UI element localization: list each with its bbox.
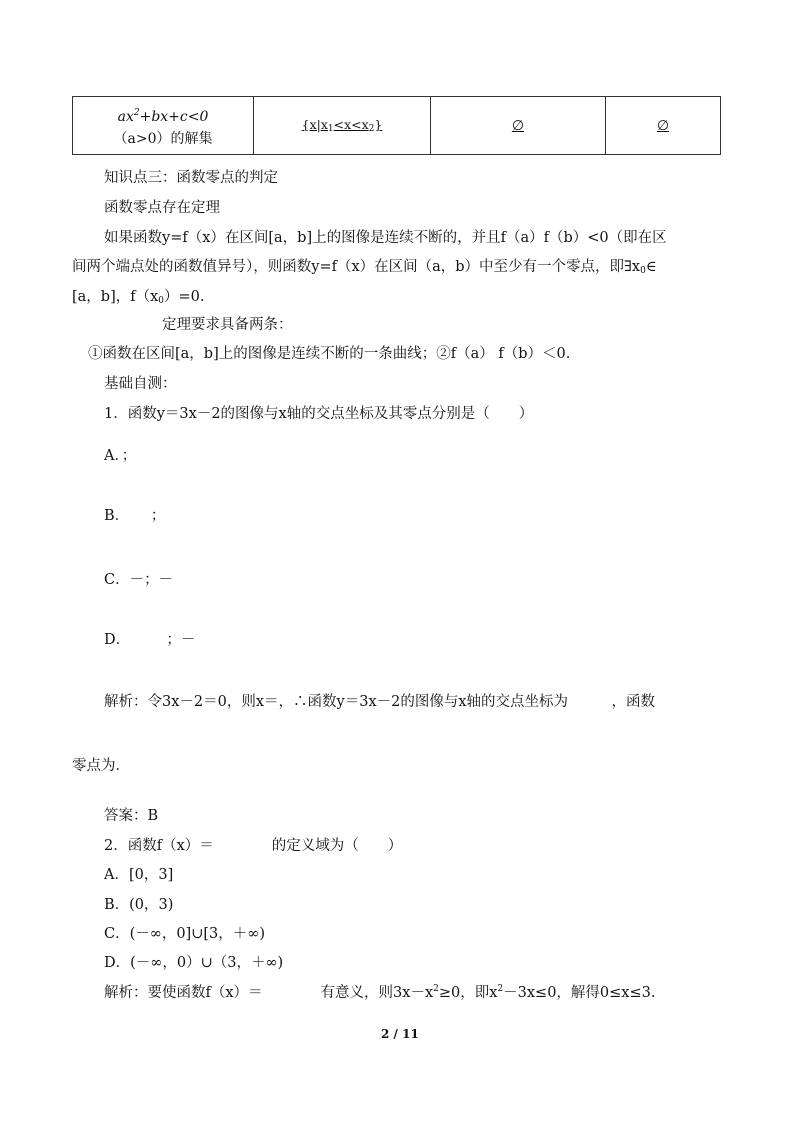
question-1-answer: 答案：B [104, 808, 159, 824]
theorem-line-3: [a，b]，$f(x_0)=0$. [72, 289, 205, 306]
question-1-option-b: B． ； [104, 508, 166, 524]
question-2-option-b: B．(0，3) [104, 897, 174, 913]
requirements-text: ①函数在区间[a，b]上的图像是连续不断的一条曲线；②f（a） f（b）＜0. [88, 346, 571, 362]
section-title: 知识点三：函数零点的判定 [104, 170, 278, 186]
theorem-line-2: 间两个端点处的函数值异号），则函数y=f（x）在区间（a，b）中至少有一个零点，即$\exists x_0\in$ [72, 259, 657, 276]
empty-set-cell: ∅ [606, 97, 721, 155]
question-2-option-c: C．(－∞，0]∪[3，＋∞) [104, 926, 265, 942]
empty-set-cell: ∅ [431, 97, 606, 155]
row-label-cell [73, 97, 254, 155]
question-1-option-c: C．－；－ [104, 572, 174, 588]
page-number: 2 / 11 [381, 1027, 419, 1041]
question-1-stem: 1．函数y＝3x－2的图像与x轴的交点坐标及其零点分别是（ ） [104, 406, 534, 422]
solution-set-cell: $\{x|x_1<x<x_2\}$ [254, 97, 431, 155]
row-label-line2: （a>0）的解集 [113, 130, 213, 147]
inequality-solution-table [72, 96, 721, 155]
question-1-option-a: A．； [104, 448, 137, 464]
theorem-line-1: 如果函数y=f（x）在区间[a，b]上的图像是连续不断的，并且f（a）f（b）<0（即在区 [104, 230, 667, 246]
row-label-line1: $ax^2+bx+c<0$ [117, 107, 209, 125]
table-row [73, 97, 721, 155]
question-1-option-d: D． ；－ [104, 632, 196, 648]
theorem-title: 函数零点存在定理 [104, 200, 220, 216]
question-2-stem: 2．函数f（x）＝ 的定义域为（ ） [104, 838, 403, 854]
self-test-title: 基础自测： [104, 376, 177, 392]
question-1-analysis-line-2: 零点为． [72, 758, 130, 774]
requirements-title: 定理要求具备两条： [162, 317, 293, 333]
question-1-analysis-line-1: 解析：令3x－2＝0，则x＝，∴函数y＝3x－2的图像与x轴的交点坐标为 ，函数 [104, 694, 656, 710]
question-2-option-d: D．(－∞，0）∪（3，＋∞) [104, 955, 284, 971]
question-2-analysis: 解析：要使函数f（x）＝ 有意义，则$3x-x^2\ge 0$，即$x^2-3x\le 0$，解得0≤x≤3. [104, 984, 656, 1001]
question-2-option-a: A．[0，3] [104, 867, 174, 883]
